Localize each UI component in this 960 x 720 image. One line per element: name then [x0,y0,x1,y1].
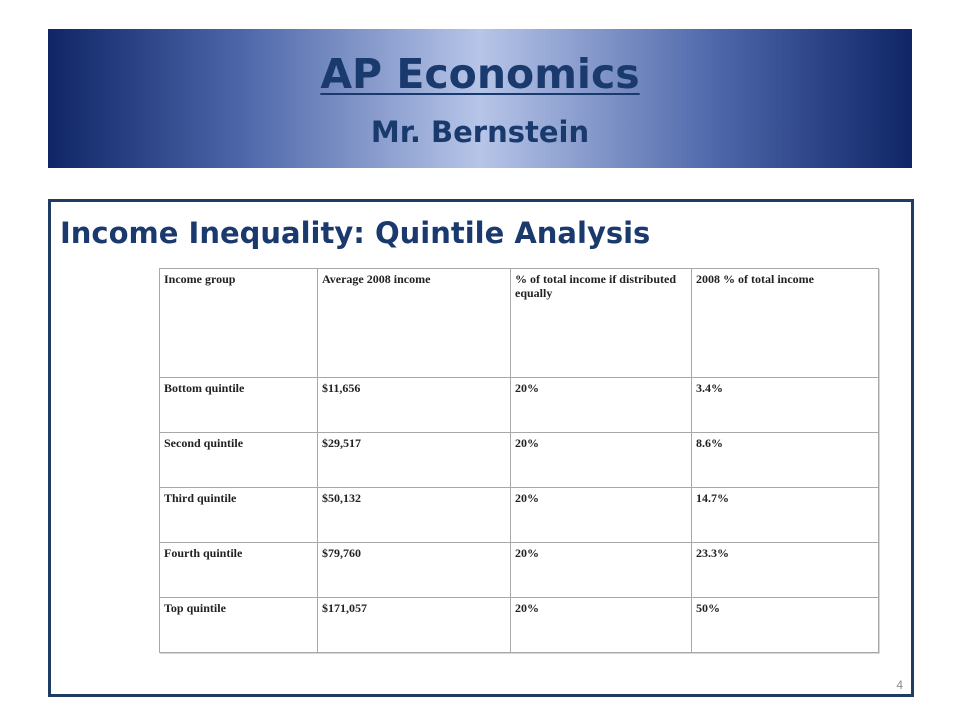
content-box [48,199,914,697]
table-cell: 3.4% [692,378,879,433]
column-header-equal-share: % of total income if distributed equally [511,269,692,378]
table-row [160,378,879,433]
table-cell: 8.6% [692,433,879,488]
table-cell: Third quintile [160,488,318,543]
table-cell: $50,132 [318,488,511,543]
column-header-average-income: Average 2008 income [318,269,511,378]
table-row [160,598,879,653]
table-row [160,543,879,598]
table-cell: $171,057 [318,598,511,653]
title-banner [48,29,912,168]
table-cell: $11,656 [318,378,511,433]
table-cell: Top quintile [160,598,318,653]
table-cell: $79,760 [318,543,511,598]
table-cell: 50% [692,598,879,653]
section-heading: Income Inequality: Quintile Analysis [60,216,651,250]
table-cell: 20% [511,378,692,433]
slide-subtitle: Mr. Bernstein [370,115,590,149]
table-cell: 14.7% [692,488,879,543]
table-cell: 20% [511,543,692,598]
table-cell: Bottom quintile [160,378,318,433]
table-cell: $29,517 [318,433,511,488]
table-row [160,488,879,543]
table-cell: Second quintile [160,433,318,488]
income-quintile-table [159,268,879,653]
table-cell: 20% [511,433,692,488]
table-row [160,433,879,488]
page-number: 4 [896,678,903,692]
table-header-row [160,269,879,378]
table-cell: 20% [511,488,692,543]
slide-title: AP Economics [320,50,640,98]
table-cell: 20% [511,598,692,653]
table-cell: Fourth quintile [160,543,318,598]
column-header-actual-share: 2008 % of total income [692,269,879,378]
table-cell: 23.3% [692,543,879,598]
column-header-income-group: Income group [160,269,318,378]
